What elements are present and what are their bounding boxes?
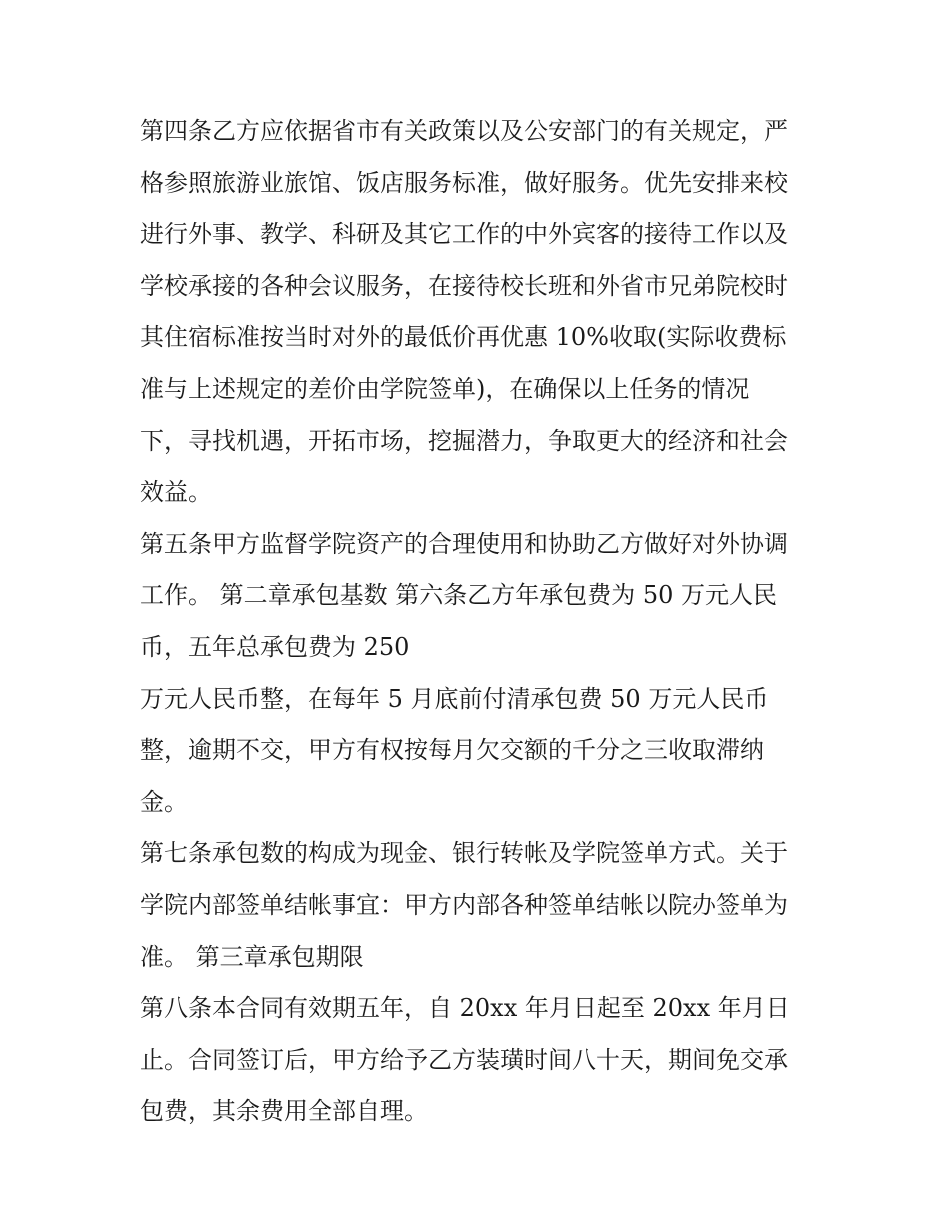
text-line: 其住宿标准按当时对外的最低价再优惠 10%收取(实际收费标	[140, 323, 787, 352]
text-line: 第五条甲方监督学院资产的合理使用和协助乙方做好对外协调	[140, 529, 788, 558]
text-line: 效益。	[140, 478, 212, 507]
text-line: 整，逾期不交，甲方有权按每月欠交额的千分之三收取滞纳	[140, 736, 764, 765]
text-line: 学校承接的各种会议服务，在接待校长班和外省市兄弟院校时	[140, 271, 788, 300]
text-line: 进行外事、教学、科研及其它工作的中外宾客的接待工作以及	[140, 220, 788, 249]
text-line: 包费，其余费用全部自理。	[140, 1097, 428, 1126]
text-line: 万元人民币整，在每年 5 月底前付清承包费 50 万元人民币	[140, 684, 769, 713]
contract-text	[140, 106, 820, 1138]
text-line: 第四条乙方应依据省市有关政策以及公安部门的有关规定，严	[140, 117, 788, 145]
text-line: 第七条承包数的构成为现金、银行转帐及学院签单方式。关于	[140, 839, 788, 868]
text-line: 币，五年总承包费为 250	[140, 632, 410, 661]
text-line: 止。合同签订后，甲方给予乙方装璜时间八十天，期间免交承	[140, 1045, 788, 1074]
text-line: 学院内部签单结帐事宜：甲方内部各种签单结帐以院办签单为	[140, 890, 788, 919]
text-line: 格参照旅游业旅馆、饭店服务标准，做好服务。优先安排来校	[140, 168, 788, 197]
text-line: 金。	[140, 787, 188, 816]
text-line: 第八条本合同有效期五年，自 20xx 年月日起至 20xx 年月日	[140, 994, 790, 1023]
text-line: 准与上述规定的差价由学院签单)，在确保以上任务的情况	[140, 374, 750, 403]
text-line: 准。 第三章承包期限	[140, 942, 364, 971]
text-line: 工作。 第二章承包基数 第六条乙方年承包费为 50 万元人民	[140, 581, 778, 610]
text-line: 下，寻找机遇，开拓市场，挖掘潜力，争取更大的经济和社会	[140, 426, 788, 455]
